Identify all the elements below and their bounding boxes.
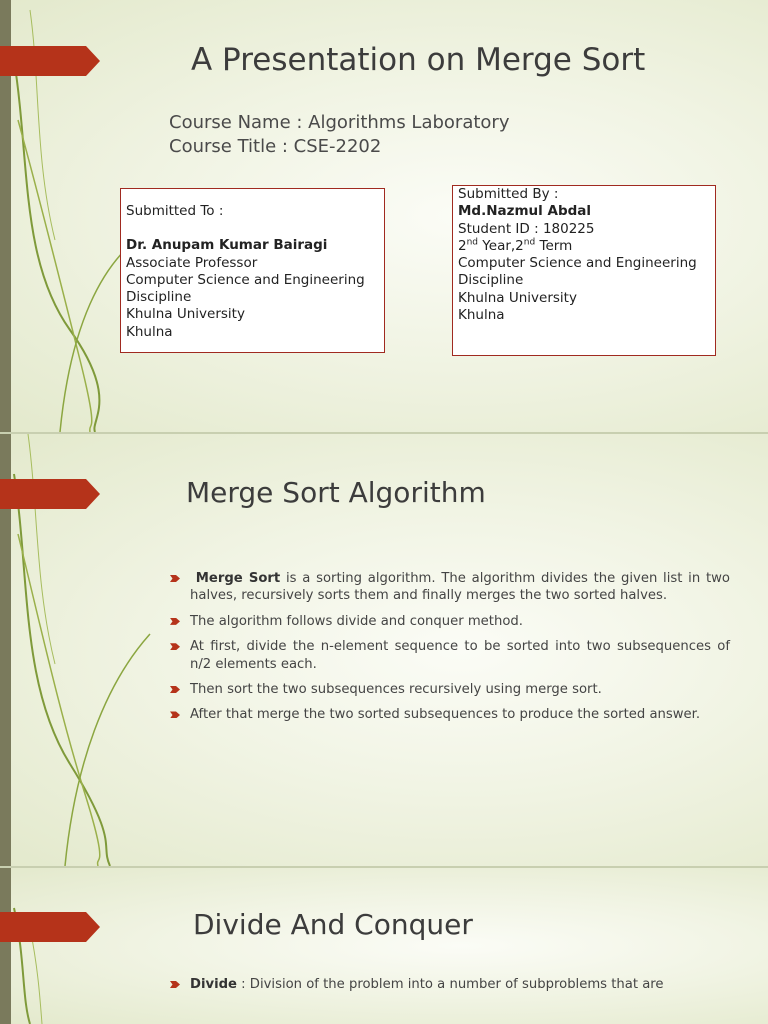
slide-1 (0, 0, 768, 432)
submitted-to-line: Computer Science and Engineering (126, 271, 365, 288)
list-item: At first, divide the n-element sequence to be sorted into two subsequences of n/2 elements each. (170, 638, 730, 673)
bullet-arrow-icon (170, 618, 180, 625)
slide-2 (0, 434, 768, 866)
title-arrow-tab (0, 46, 100, 76)
bullet-list (170, 976, 730, 1001)
submitted-by-line: Khulna University (458, 289, 577, 306)
course-title: Course Title : CSE-2202 (169, 136, 382, 157)
submitted-by-heading: Submitted By : (458, 186, 559, 202)
submitted-to-line: Khulna University (126, 306, 245, 323)
bullet-arrow-icon (170, 643, 180, 650)
bullet-arrow-icon (170, 686, 180, 693)
list-item: Then sort the two subsequences recursively using merge sort. (170, 681, 730, 698)
course-name: Course Name : Algorithms Laboratory (169, 112, 510, 133)
submitted-by-box (452, 185, 716, 356)
student-id: Student ID : 180225 (458, 220, 595, 237)
submitted-to-line: Discipline (126, 289, 192, 306)
submitted-to-box (120, 188, 385, 353)
list-item: After that merge the two sorted subsequences to produce the sorted answer. (170, 706, 730, 723)
submitted-by-line: Khulna (458, 307, 505, 324)
year-term: 2nd Year,2nd Term (458, 237, 573, 254)
slide-3 (0, 868, 768, 1024)
bullet-arrow-icon (170, 711, 180, 718)
submitted-to-line: Associate Professor (126, 254, 258, 271)
title-arrow-tab (0, 479, 100, 509)
page-title: A Presentation on Merge Sort (191, 42, 646, 78)
submitted-to-name: Dr. Anupam Kumar Bairagi (126, 237, 328, 254)
title-arrow-tab (0, 912, 100, 942)
bullet-list (170, 570, 730, 732)
submitted-to-line: Khulna (126, 323, 173, 340)
bullet-arrow-icon (170, 575, 180, 582)
section-title: Merge Sort Algorithm (186, 476, 486, 509)
list-item: Divide : Division of the problem into a number of subproblems that are (170, 976, 730, 993)
submitted-by-line: Computer Science and Engineering (458, 255, 697, 272)
bullet-arrow-icon (170, 981, 180, 988)
vine-decoration (0, 868, 160, 1024)
section-title: Divide And Conquer (193, 908, 473, 941)
submitted-to-heading: Submitted To : (126, 203, 224, 219)
submitted-by-name: Md.Nazmul Abdal (458, 203, 592, 220)
list-item: The algorithm follows divide and conquer method. (170, 613, 730, 630)
submitted-by-line: Discipline (458, 272, 524, 289)
list-item: Merge Sort is a sorting algorithm. The algorithm divides the given list in two halves, recursively sorts them and finally merges the two sorted halves. (170, 570, 730, 605)
